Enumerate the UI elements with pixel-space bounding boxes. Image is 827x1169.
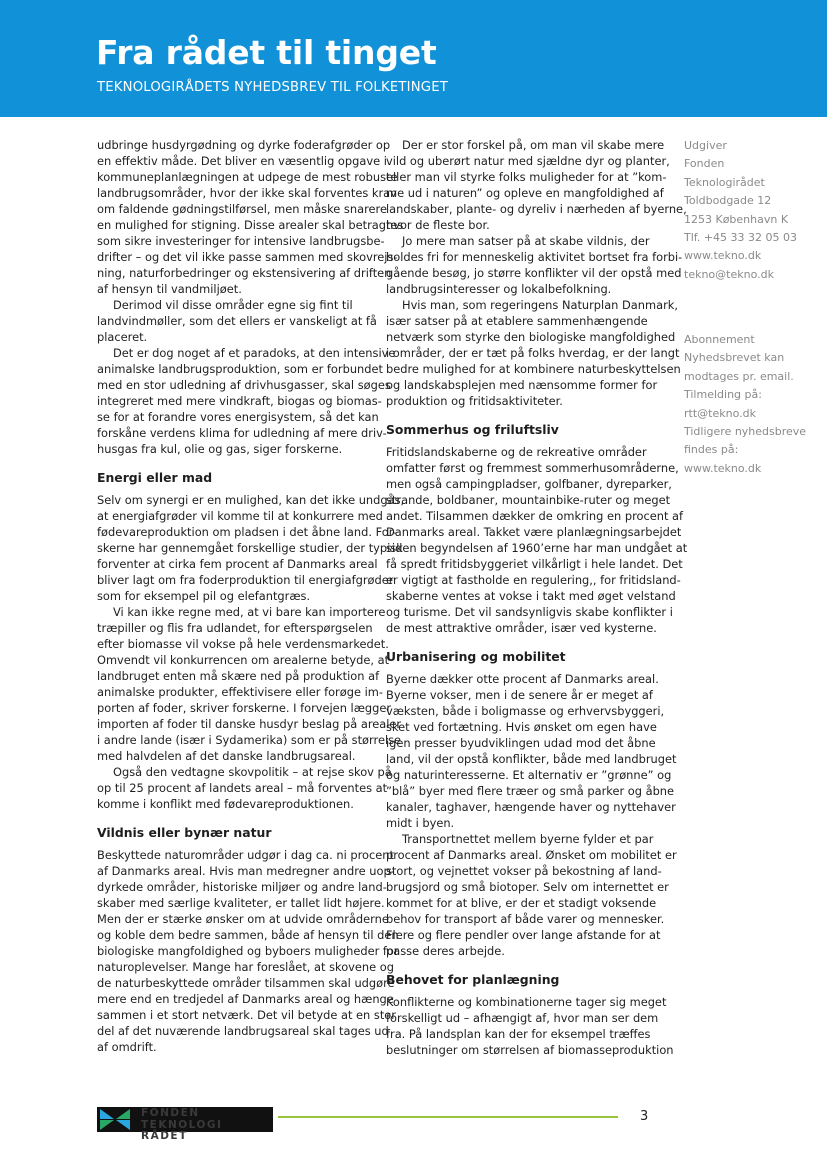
text-line: passe deres arbejde. <box>386 944 505 958</box>
text-line: behov for transport af både varer og mennesker. <box>386 912 665 926</box>
text-line: af hensyn til vandmiljøet. <box>97 282 242 296</box>
paragraph <box>386 994 674 1058</box>
text-line: Der er stor forskel på, om man vil skabe mere <box>402 138 665 152</box>
text-line: eller man vil styrke folks muligheder for at ”kom- <box>386 170 667 184</box>
text-line: dyrkede områder, historiske miljøer og andre land- <box>97 880 387 894</box>
text-line: kommuneplanlægningen at udpege de mest robuste <box>97 170 398 184</box>
text-line: især satser på at etablere sammenhængende <box>386 314 648 328</box>
text-line: efter biomasse vil vokse på hele verdensmarkedet. <box>97 637 389 651</box>
text-line: Jo mere man satser på at skabe vildnis, der <box>402 234 650 248</box>
publisher-info <box>684 137 814 284</box>
text-line: men også campingpladser, golfbaner, dyreparker, <box>386 477 672 491</box>
info-line: Fonden <box>684 157 725 171</box>
paragraph <box>97 345 396 457</box>
text-line: komme i konflikt med fødevareproduktionen. <box>97 797 354 811</box>
text-line: Derimod vil disse områder egne sig fint til <box>113 298 353 312</box>
text-line: Fritidslandskaberne og de rekreative områder <box>386 445 647 459</box>
text-line: animalske landbrugsproduktion, som er forbundet <box>97 362 383 376</box>
fonden-teknologiraadet-logo <box>97 1107 273 1142</box>
info-line: Tlf. +45 33 32 05 03 <box>684 231 798 245</box>
paragraph <box>97 137 404 297</box>
text-line: og naturinteresserne. Et alternativ er ”grønne” og <box>386 768 672 782</box>
logo-mark-icon <box>98 1108 132 1131</box>
text-line: fra. På landsplan kan der for eksempel træffes <box>386 1027 651 1041</box>
article-column-2 <box>386 137 688 1058</box>
text-line: gående besøg, jo større konflikter vil der opstå med <box>386 266 682 280</box>
text-line: Hvis man, som regeringens Naturplan Danmark, <box>402 298 678 312</box>
info-line[interactable]: www.tekno.dk <box>684 249 762 263</box>
text-line: i andre lande (især i Sydamerika) som er på størrelse <box>97 733 402 747</box>
text-line: naturoplevelser. Mange har foreslået, at skovene og <box>97 960 394 974</box>
text-line: få spredt fritidsbyggeriet vilkårligt i hele landet. Det <box>386 557 683 571</box>
text-line: med en stor udledning af drivhusgasser, skal søges <box>97 378 391 392</box>
info-line: Teknologirådet <box>684 175 765 189</box>
text-line: sket ved fortætning. Hvis ønsket om egen have <box>386 720 657 734</box>
text-line: Byerne vokser, men i de senere år er meget af <box>386 688 653 702</box>
paragraph <box>97 764 392 812</box>
text-line: landbrugsområder, hvor der ikke skal forventes krav <box>97 186 397 200</box>
paragraph <box>97 297 377 345</box>
text-line: Flere og flere pendler over lange afstande for at <box>386 928 661 942</box>
info-line: Tidligere nyhedsbreve <box>684 425 807 439</box>
text-line: se for at forandre vores energisystem, så det kan <box>97 410 379 424</box>
text-line: netværk som styrke den biologiske mangfoldighed <box>386 330 676 344</box>
text-line: siden begyndelsen af 1960’erne har man undgået at <box>386 541 688 555</box>
logo-text-line2: TEKNOLOGI RÅDET <box>141 1119 223 1142</box>
text-line: og koble dem bedre sammen, både af hensyn til den <box>97 928 399 942</box>
text-line: produktion og fritidsaktiviteter. <box>386 394 563 408</box>
text-line: kanaler, taghaver, hængende haver og nyttehaver <box>386 800 676 814</box>
text-line: andet. Tilsammen dækker de omkring en procent af <box>386 509 684 523</box>
section-heading-urbanisering: Urbanisering og mobilitet <box>386 649 566 664</box>
text-line: vild og uberørt natur med sjældne dyr og planter, <box>386 154 670 168</box>
text-line: mere end en tredjedel af Danmarks areal og hænge <box>97 992 394 1006</box>
text-line: animalske produkter, effektivisere eller forøge im- <box>97 685 383 699</box>
text-line: forskåne verdens klima for udledning af mere driv- <box>97 426 387 440</box>
text-line: af omdrift. <box>97 1040 157 1054</box>
text-line: land, vil der opstå konflikter, både med landbruget <box>386 752 677 766</box>
text-line: del af det nuværende landbrugsareal skal tages ud <box>97 1024 389 1038</box>
text-line: biologiske mangfoldighed og byboers muligheder for <box>97 944 399 958</box>
text-line: fødevareproduktion om pladsen i det åbne land. For- <box>97 525 397 539</box>
subscription-info <box>684 331 814 478</box>
text-line: stort, og vejnettet vokser på bekostning af land- <box>386 864 662 878</box>
text-line: forskelligt ud – afhængigt af, hvor man ser dem <box>386 1011 659 1025</box>
text-line: og landskabsplejen med nænsomme former for <box>386 378 658 392</box>
info-line: modtages pr. email. <box>684 369 794 383</box>
text-line: landbruget enten må skære ned på produktion af <box>97 669 380 683</box>
text-line: træpiller og flis fra udlandet, for efterspørgselen <box>97 621 373 635</box>
text-line: strande, boldbaner, mountainbike-ruter og meget <box>386 493 671 507</box>
section-heading-behovet: Behovet for planlægning <box>386 972 560 987</box>
info-line[interactable]: www.tekno.dk <box>684 461 762 475</box>
section-heading-sommerhus: Sommerhus og friluftsliv <box>386 422 559 437</box>
paragraph-first <box>386 137 687 233</box>
text-line: Omvendt vil konkurrencen om arealerne betyde, at <box>97 653 390 667</box>
text-line: importen af foder til danske husdyr beslag på arealer <box>97 717 402 731</box>
text-line: en effektiv måde. Det bliver en væsentlig opgave i <box>97 154 387 168</box>
section-heading-vildnis: Vildnis eller bynær natur <box>97 825 272 840</box>
paragraph <box>97 492 405 604</box>
text-line: midt i byen. <box>386 816 455 830</box>
text-line: de naturbeskyttede områder tilsammen skal udgøre <box>97 976 395 990</box>
text-line: udbringe husdyrgødning og dyrke foderafgrøder op <box>97 138 391 152</box>
text-line: sammen i et stort netværk. Det vil betyde at en stor <box>97 1008 396 1022</box>
text-line: Vi kan ikke regne med, at vi bare kan importere <box>113 605 386 619</box>
paragraph <box>97 847 399 1055</box>
text-line: er vigtigt at fastholde en regulering,, for fritidsland- <box>386 573 681 587</box>
newsletter-title: Fra rådet til tinget <box>96 33 437 72</box>
text-line: placeret. <box>97 330 148 344</box>
text-line: med halvdelen af det danske landbrugsareal. <box>97 749 356 763</box>
text-line: Konflikterne og kombinationerne tager sig meget <box>386 995 667 1009</box>
article-column-1 <box>97 137 405 1055</box>
text-line: Beskyttede naturområder udgør i dag ca. ni procent <box>97 848 394 862</box>
paragraph <box>386 233 683 297</box>
paragraph <box>386 444 688 636</box>
text-line: hvor de fleste bor. <box>386 218 490 232</box>
info-line[interactable]: tekno@tekno.dk <box>684 267 774 281</box>
page-number: 3 <box>640 1109 649 1124</box>
text-line: om faldende gødningstilførsel, men måske snarere <box>97 202 387 216</box>
text-line: Transportnettet mellem byerne fylder et par <box>402 832 654 846</box>
text-line: igen presser byudviklingen udad mod det åbne <box>386 736 656 750</box>
text-line: holdes fri for menneskelig aktivitet bortset fra forbi- <box>386 250 683 264</box>
text-line: ning, naturforbedringer og ekstensivering af driften <box>97 266 392 280</box>
text-line: Også den vedtagne skovpolitik – at rejse skov på <box>113 765 392 779</box>
info-line: Udgiver <box>684 139 727 152</box>
info-line: 1253 København K <box>684 212 789 226</box>
paragraph <box>386 297 681 409</box>
footer-divider <box>278 1116 618 1118</box>
text-line: som sikre investeringer for intensive landbrugsbe- <box>97 234 385 248</box>
text-line: omfatter først og fremmest sommerhusområderne, <box>386 461 679 475</box>
text-line: kommet for at blive, er der et stadigt voksende <box>386 896 657 910</box>
text-line: drifter – og det vil ikke passe sammen med skovrejs- <box>97 250 398 264</box>
text-line: væksten, både i boligmasse og erhvervsbyggeri, <box>386 704 665 718</box>
text-line: porten af foder, skriver forskerne. I forvejen lægger <box>97 701 392 715</box>
paragraph <box>97 604 402 764</box>
newsletter-subtitle: TEKNOLOGIRÅDETS NYHEDSBREV TIL FOLKETINGET <box>97 80 448 95</box>
text-line: landskaber, plante- og dyreliv i nærheden af byerne, <box>386 202 687 216</box>
text-line: at energiafgrøder vil komme til at konkurrere med <box>97 509 383 523</box>
header-banner <box>0 0 827 117</box>
text-line: en mulighed for stigning. Disse arealer skal betragtes <box>97 218 404 232</box>
info-line: findes på: <box>684 443 739 457</box>
text-line: skaberne ventes at vokse i takt med øget velstand <box>386 589 676 603</box>
text-line: Men der er stærke ønsker om at udvide områderne <box>97 912 389 926</box>
info-line: Toldbodgade 12 <box>684 194 772 208</box>
text-line: procent af Danmarks areal. Ønsket om mobilitet er <box>386 848 677 862</box>
text-line: Danmarks areal. Takket være planlægningsarbejdet <box>386 525 682 539</box>
text-line: bliver lagt om fra foderproduktion til energiafgrøder <box>97 573 394 587</box>
info-line: Abonnement <box>684 333 755 346</box>
info-line: Nyhedsbrevet kan <box>684 351 785 365</box>
text-line: af Danmarks areal. Hvis man medregner andre uop- <box>97 864 395 878</box>
text-line: som for eksempel pil og elefantgræs. <box>97 589 311 603</box>
text-line: landbrugsinteresser og lokalbefolkning. <box>386 282 612 296</box>
paragraph <box>386 671 677 831</box>
text-line: Det er dog noget af et paradoks, at den intensive <box>113 346 396 360</box>
text-line: Byerne dækker otte procent af Danmarks areal. <box>386 672 659 686</box>
section-heading-energi: Energi eller mad <box>97 470 213 485</box>
text-line: husgas fra kul, olie og gas, siger forskerne. <box>97 442 343 456</box>
text-line: beslutninger om størrelsen af biomasseproduktion <box>386 1043 674 1057</box>
text-line: i områder, der er tæt på folks hverdag, er der langt <box>386 346 680 360</box>
info-line[interactable]: rtt@tekno.dk <box>684 406 756 420</box>
logo-text-line1: FONDEN <box>141 1107 200 1119</box>
paragraph <box>386 831 677 959</box>
text-line: ”blå” byer med flere træer og små parker og åbne <box>386 784 675 798</box>
text-line: skaber med særlige kvaliteter, er tallet lidt højere. <box>97 896 385 910</box>
text-line: og turisme. Det vil sandsynligvis skabe konflikter i <box>386 605 673 619</box>
text-line: me ud i naturen” og opleve en mangfoldighed af <box>386 186 664 200</box>
text-line: bedre mulighed for at kombinere naturbeskyttelsen <box>386 362 681 376</box>
text-line: landvindmøller, som det ellers er vanskeligt at få <box>97 314 377 328</box>
text-line: integreret med mere vindkraft, biogas og biomas- <box>97 394 382 408</box>
text-line: op til 25 procent af landets areal – må forventes at <box>97 781 388 795</box>
text-line: skerne har gennemgået forskellige studier, der typisk <box>97 541 403 555</box>
info-line: Tilmelding på: <box>684 388 762 402</box>
text-line: forventer at cirka fem procent af Danmarks areal <box>97 557 378 571</box>
text-line: de mest attraktive områder, især ved kysterne. <box>386 621 657 635</box>
text-line: brugsjord og små biotoper. Selv om internettet er <box>386 880 669 894</box>
text-line: Selv om synergi er en mulighed, kan det ikke undgås, <box>97 493 405 507</box>
